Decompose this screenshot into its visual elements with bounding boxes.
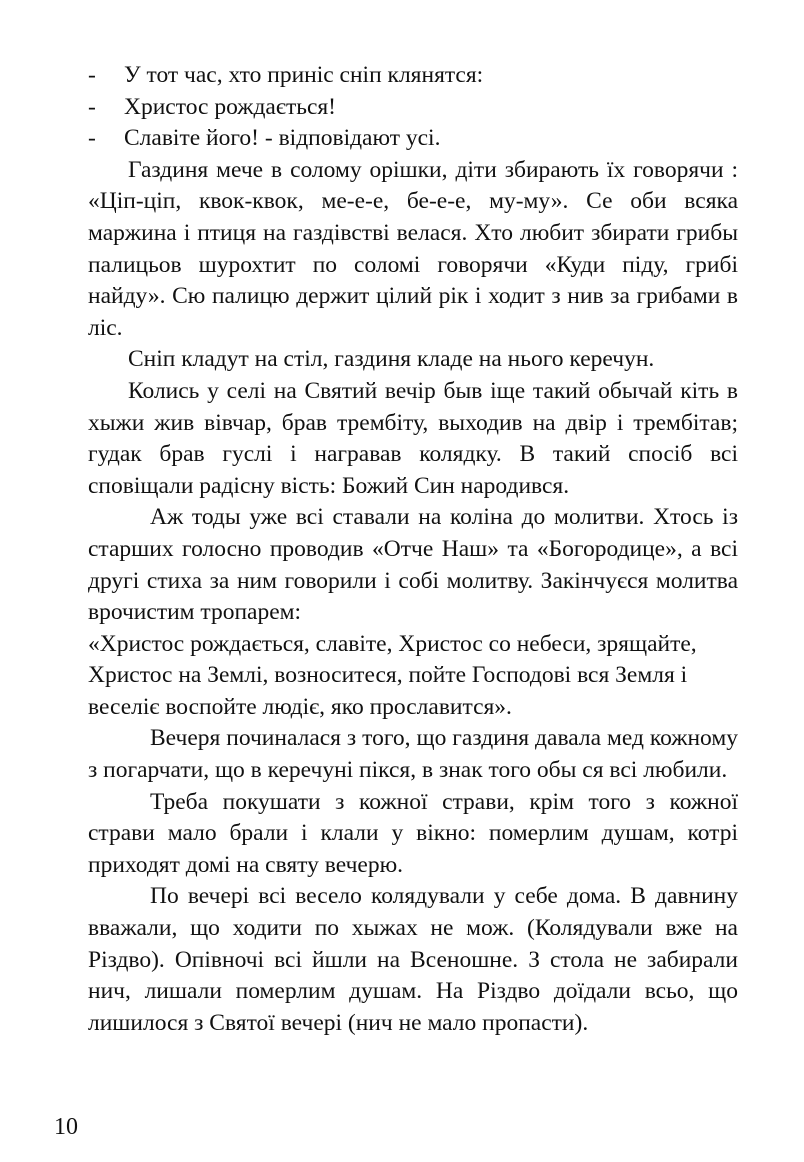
- dash-marker: -: [88, 93, 96, 120]
- dialogue-text: Христос рождається!: [124, 93, 337, 120]
- dialogue-text: Славіте його! - відповідают усі.: [124, 125, 441, 152]
- paragraph-troparion: «Христос рождається, славіте, Христос со небеси, зрящайте, Христос на Землі, возноситеся, пойте Господові вся Земля і веселіє воспойте людіє, яко прославится».: [88, 630, 697, 720]
- dialogue-text: У тот час, хто приніс сніп клянятся:: [124, 62, 484, 88]
- dialogue-line-2: [88, 92, 738, 124]
- paragraph-dishes-window: Треба покушати з кожної страви, крім того з кожної страви мало брали і клали у вікно: померлим душам, котрі приходят домі на святу вечерю.: [88, 788, 738, 878]
- paragraph-supper-honey: Вечеря починалася з того, що газдиня давала мед кожному з погарчати, що в керечуні пікся, в знак того обы ся всі любили.: [88, 725, 738, 784]
- paragraph-nuts-in-straw: Газдиня мече в солому орішки, діти збирають їх говорячи : «Ціп-ціп, квок-квок, ме-е-е, бе-е-е, му-му». Се оби всяка маржина і птиця на газдівстві велася. Хто любит збирати грибы палицьов шурохтит по соломі говорячи «Куди піду, грибі найду». Сю палицю держит цілий рік і ходит з нив за грибами в ліс.: [88, 156, 738, 341]
- paragraph-sheaf-on-table: Сніп кладут на стіл, газдиня кладе на нього керечун.: [128, 346, 655, 373]
- paragraph-caroling: По вечері всі весело колядували у себе дома. В давнину вважали, що ходити по хыжах не мож. (Колядували вже на Різдво). Опівночі всі йшли на Всеношне. З стола не забирали нич, лишали померлим душам. На Різдво доїдали всьо, що лишилося з Святої вечері (нич не мало пропасти).: [88, 883, 738, 1036]
- dialogue-line-1: [88, 60, 738, 92]
- dash-marker: -: [88, 125, 96, 152]
- dash-marker: -: [88, 62, 96, 88]
- paragraph-trembita-custom: Колись у селі на Святий вечір быв іще такий обычай кіть в хыжи жив вівчар, брав трембіту, выходив на двір і трембітав; гудак брав гуслі і награвав колядку. В такий спосіб всі сповіщали радісну вість: Божий Син народився.: [88, 377, 738, 499]
- dialogue-line-3: [88, 123, 738, 155]
- paragraph-prayer: Аж тоды уже всі ставали на коліна до молитви. Хтось із старших голосно проводив «Отче Наш» та «Богородице», а всі другі стиха за ним говорили і собі молитву. Закінчуєся молитва врочистим тропарем:: [88, 504, 738, 626]
- page-body: [88, 60, 738, 1039]
- page-number: 10: [54, 1114, 78, 1140]
